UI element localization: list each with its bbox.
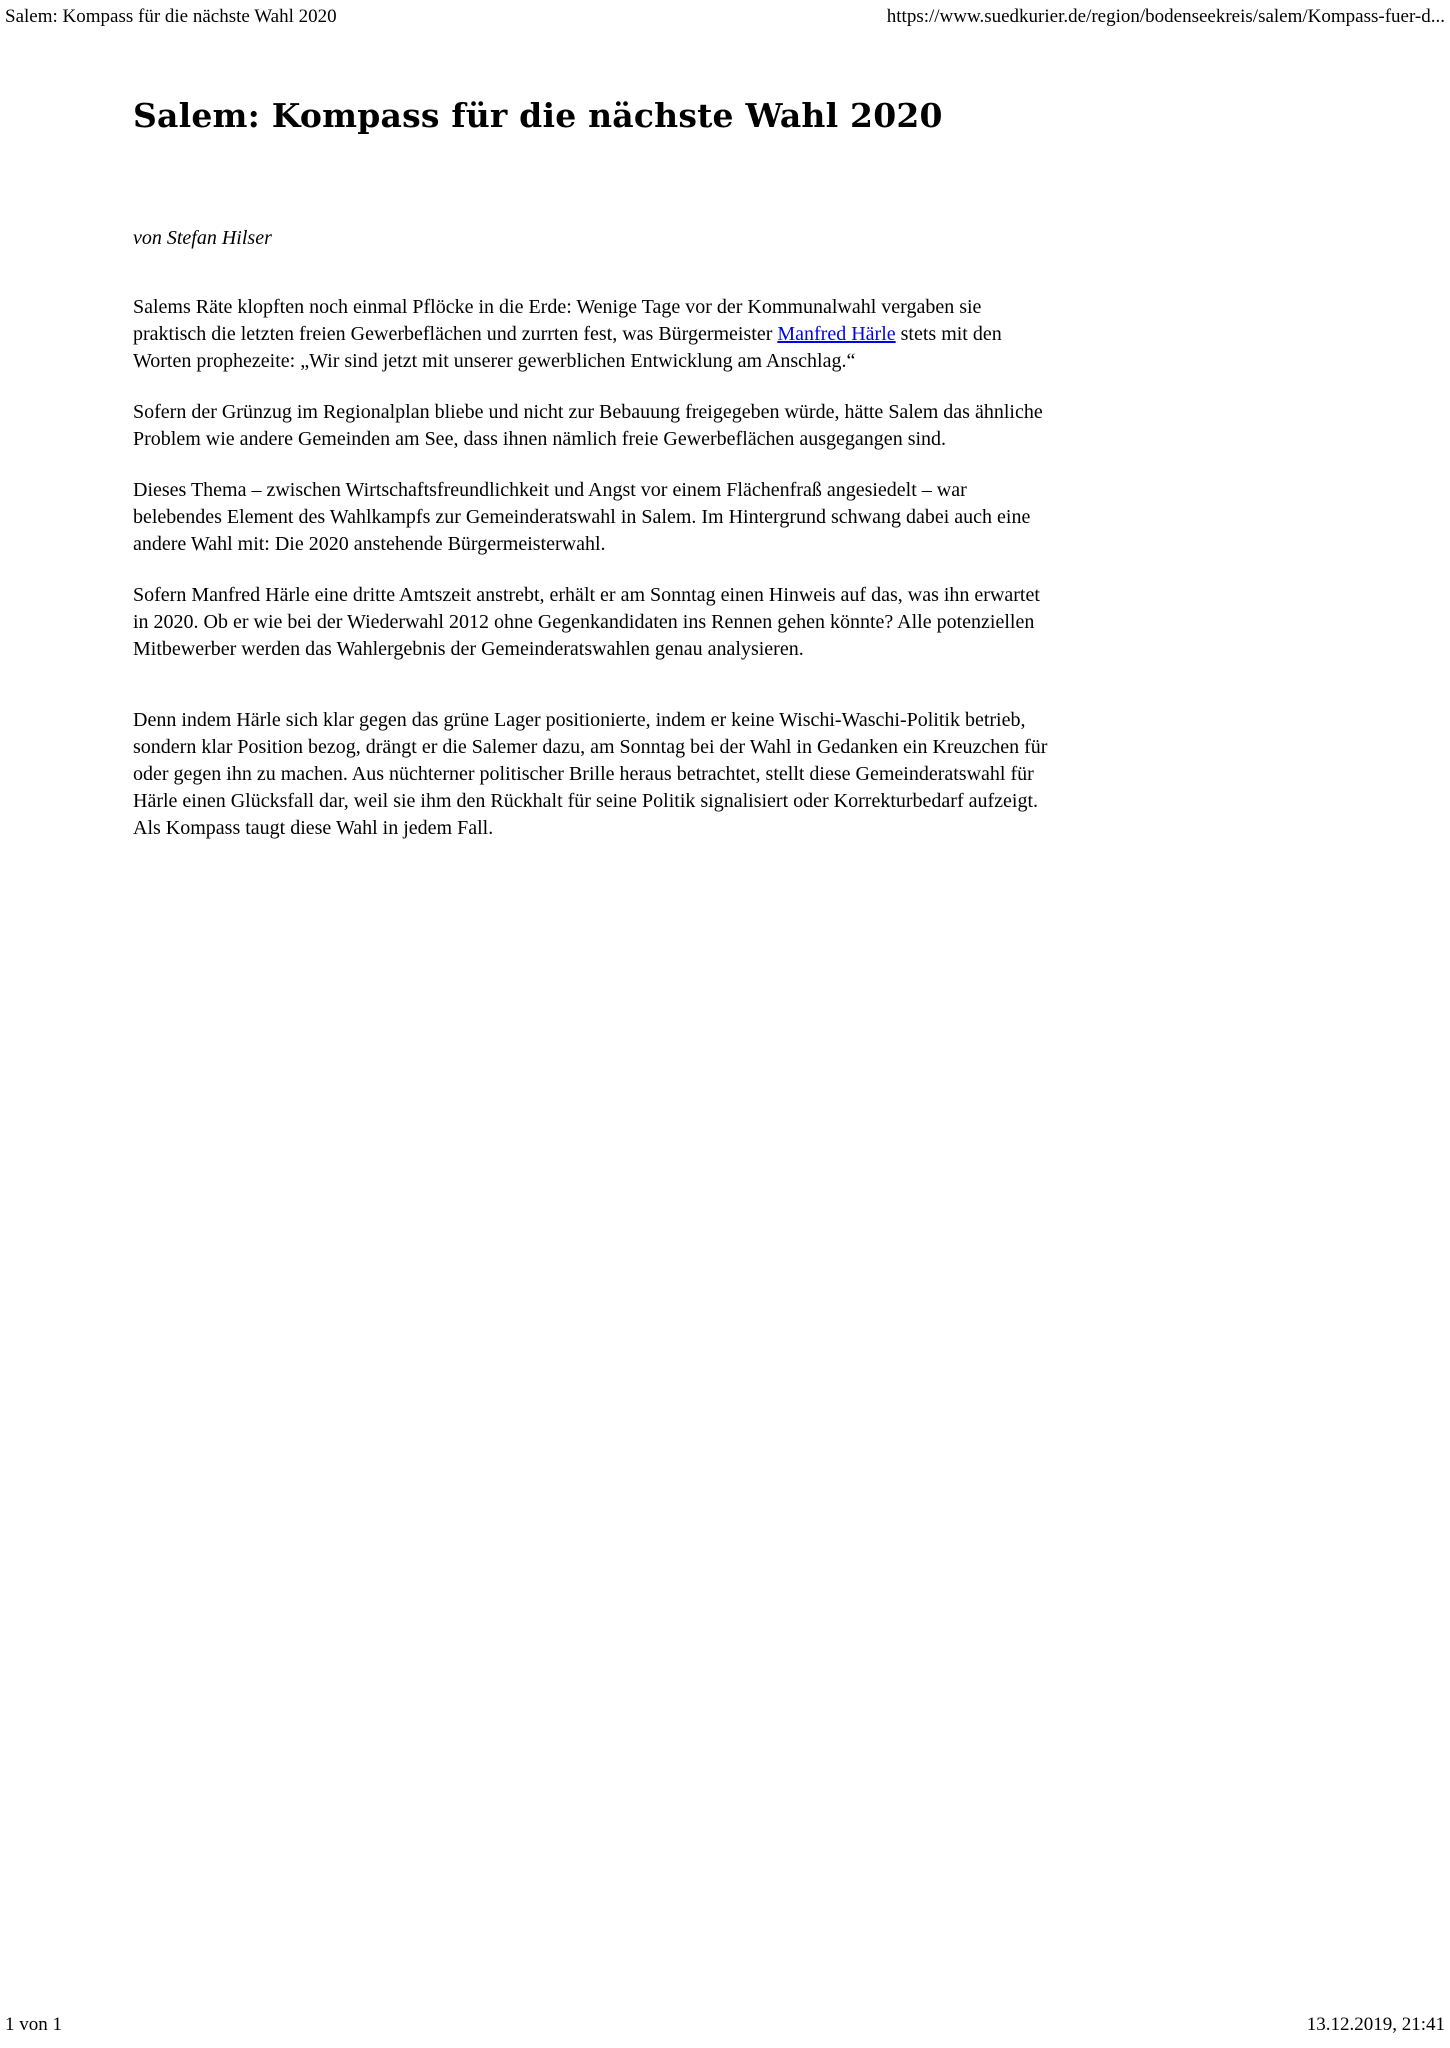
footer-page-indicator: 1 von 1 [5,2014,62,2035]
footer-timestamp: 13.12.2019, 21:41 [1306,2014,1445,2035]
paragraph: Sofern der Grünzug im Regionalplan bliebe und nicht zur Bebauung freigegeben würde, hätte Salem das ähnliche Problem wie andere Gemeinden am See, dass ihnen nämlich freie Gewerbeflächen ausgegangen sind. [133,401,1043,450]
article [133,0,1049,842]
article-body [133,294,1049,842]
paragraph: Dieses Thema – zwischen Wirtschaftsfreundlichkeit und Angst vor einem Flächenfraß angesiedelt – war belebendes Element des Wahlkampfs zur Gemeinderatswahl in Salem. Im Hintergrund schwang dabei auch eine andere Wahl mit: Die 2020 anstehende Bürgermeisterwahl. [133,479,1031,555]
print-footer [5,2014,1445,2036]
print-header [5,6,1445,28]
paragraph [133,294,1049,375]
paragraph-text: stets mit den Worten prophezeite: „Wir sind jetzt mit unserer gewerblichen Entwicklung am Anschlag.“ [133,323,1002,372]
manfred-haerle-link[interactable]: Manfred Härle [777,323,896,345]
article-title: Salem: Kompass für die nächste Wahl 2020 [133,96,943,135]
paragraph: Sofern Manfred Härle eine dritte Amtszeit anstrebt, erhält er am Sonntag einen Hinweis auf das, was ihn erwartet in 2020. Ob er wie bei der Wiederwahl 2012 ohne Gegenkandidaten ins Rennen gehen könnte? Alle potenziellen Mitbewerber werden das Wahlergebnis der Gemeinderatswahlen genau analysieren. [133,584,1040,660]
paragraph: Denn indem Härle sich klar gegen das grüne Lager positionierte, indem er keine Wischi-Waschi-Politik betrieb, sondern klar Position bezog, drängt er die Salemer dazu, am Sonntag bei der Wahl in Gedanken ein Kreuzchen für oder gegen ihn zu machen. Aus nüchterner politischer Brille heraus betrachtet, stellt diese Gemeinderatswahl für Härle einen Glücksfall dar, weil sie ihm den Rückhalt für seine Politik signalisiert oder Korrekturbedarf aufzeigt. Als Kompass taugt diese Wahl in jedem Fall. [133,709,1048,839]
print-header-url: https://www.suedkurier.de/region/bodenseekreis/salem/Kompass-fuer-d... [886,6,1445,27]
article-byline: von Stefan Hilser [133,227,272,249]
paragraph-text: Salems Räte klopften noch einmal Pflöcke in die Erde: Wenige Tage vor der Kommunalwahl vergaben sie praktisch die letzten freien Gewerbeflächen und zurrten fest, was Bürgermeister [133,296,982,345]
print-header-document-title: Salem: Kompass für die nächste Wahl 2020 [5,6,337,27]
